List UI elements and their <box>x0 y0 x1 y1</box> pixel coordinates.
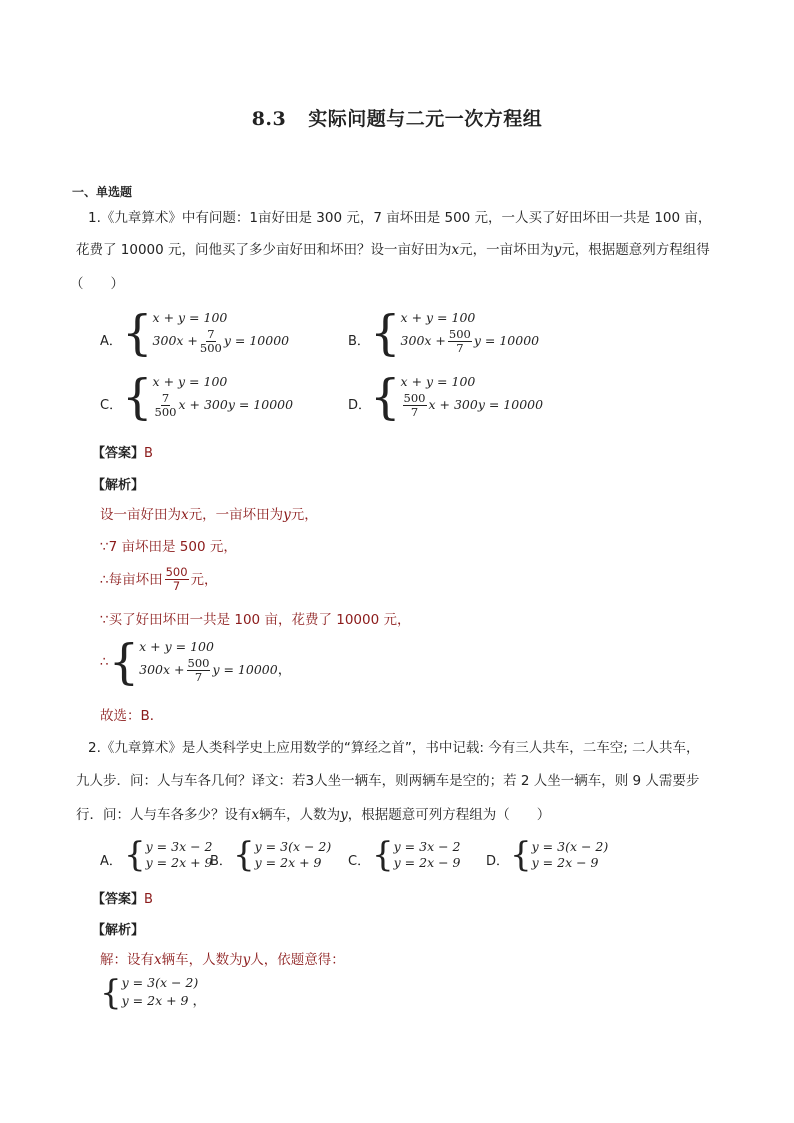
q2-option-a-system[interactable]: { y = 3x − 2 y = 2x + 9 <box>124 835 213 875</box>
page-title <box>0 104 794 131</box>
q2-line3: 行．问：人与车各多少？设有x辆车，人数为y，根据题意可列方程组为（ ） <box>76 807 551 823</box>
q2-line1: 2.《九章算术》是人类科学史上应用数学的“算经之首”，书中记载: 今有三人共车，二车空; 二人共车， <box>88 740 700 756</box>
section-heading: 一、单选题 <box>72 185 133 199</box>
q1-option-a-label[interactable]: A． <box>100 334 122 349</box>
q2-line2: 九人步．问：人与车各几何？译文：若3人坐一辆车，则两辆车是空的；若 2 人坐一辆车，则 9 人需要步 <box>76 773 700 789</box>
q2-option-d-system[interactable]: { y = 3(x − 2) y = 2x − 9 <box>510 835 609 875</box>
q2-analysis-tag: 【解析】 <box>92 923 145 938</box>
q2-solution-line1: 解：设有x辆车，人数为y人，依题意得： <box>100 952 345 968</box>
q2-option-c-label[interactable]: C． <box>348 854 371 869</box>
q1-paren: （ ） <box>70 276 124 292</box>
title-text: 实际问题与二元一次方程组 <box>308 108 543 130</box>
q2-option-b-system[interactable]: { y = 3(x − 2) y = 2x + 9 <box>233 835 332 875</box>
title-number: 8.3 <box>251 108 287 130</box>
var-x: x <box>451 242 460 258</box>
q1-option-d-system[interactable]: { x + y = 100 $\frac{500}{7}$ x + 300y = 10000 <box>370 369 544 425</box>
q2-option-a-label[interactable]: A． <box>100 854 122 869</box>
q1-option-d-label[interactable]: D． <box>348 398 372 413</box>
q2-answer: 【答案】B <box>92 892 153 907</box>
q1-conclusion: 故选：B． <box>100 708 164 724</box>
q1-option-b-label[interactable]: B． <box>348 334 370 349</box>
q1-option-c-system[interactable]: { x + y = 100 $\frac{7}{500}$ x + 300y = 10000 <box>122 369 294 425</box>
q1-option-c-label[interactable]: C． <box>100 398 123 413</box>
q2-solution-system: { y = 3(x − 2) y = 2x + 9 ， <box>100 973 206 1013</box>
var-y: y <box>553 242 562 258</box>
q1-solution-line2: ∵7 亩坏田是 500 元， <box>100 539 237 555</box>
q1-option-a-system[interactable]: { x + y = 100 300x + $\frac{7}{500}$ y = 10000 <box>122 305 290 361</box>
q1-solution-line3: ∴每亩坏田 $\frac{500}{7}$ 元， <box>100 565 218 593</box>
q1-option-b-system[interactable]: { x + y = 100 300x + $\frac{500}{7}$ y = 10000 <box>370 305 540 361</box>
q1-line1: 1.《九章算术》中有问题：1亩好田是 300 元，7 亩坏田是 500 元，一人买了好田坏田一共是 100 亩， <box>88 210 712 226</box>
q1-solution-line4: ∵买了好田坏田一共是 100 亩，花费了 10000 元， <box>100 612 411 628</box>
q1-answer: 【答案】B <box>92 446 153 461</box>
q1-analysis-tag: 【解析】 <box>92 478 145 493</box>
q1-line2: 花费了 10000 元，问他买了多少亩好田和坏田？设一亩好田为x元，一亩坏田为y元，根据题意列方程组得 <box>76 242 710 258</box>
q2-option-d-label[interactable]: D． <box>486 854 510 869</box>
q2-option-b-label[interactable]: B． <box>210 854 232 869</box>
q1-solution-line1: 设一亩好田为x元，一亩坏田为y元， <box>100 507 318 523</box>
q2-option-c-system[interactable]: { y = 3x − 2 y = 2x − 9 <box>372 835 461 875</box>
q1-solution-system: ∴ { x + y = 100 300x + $\frac{500}{7}$ y = 10000 ， <box>100 634 292 690</box>
